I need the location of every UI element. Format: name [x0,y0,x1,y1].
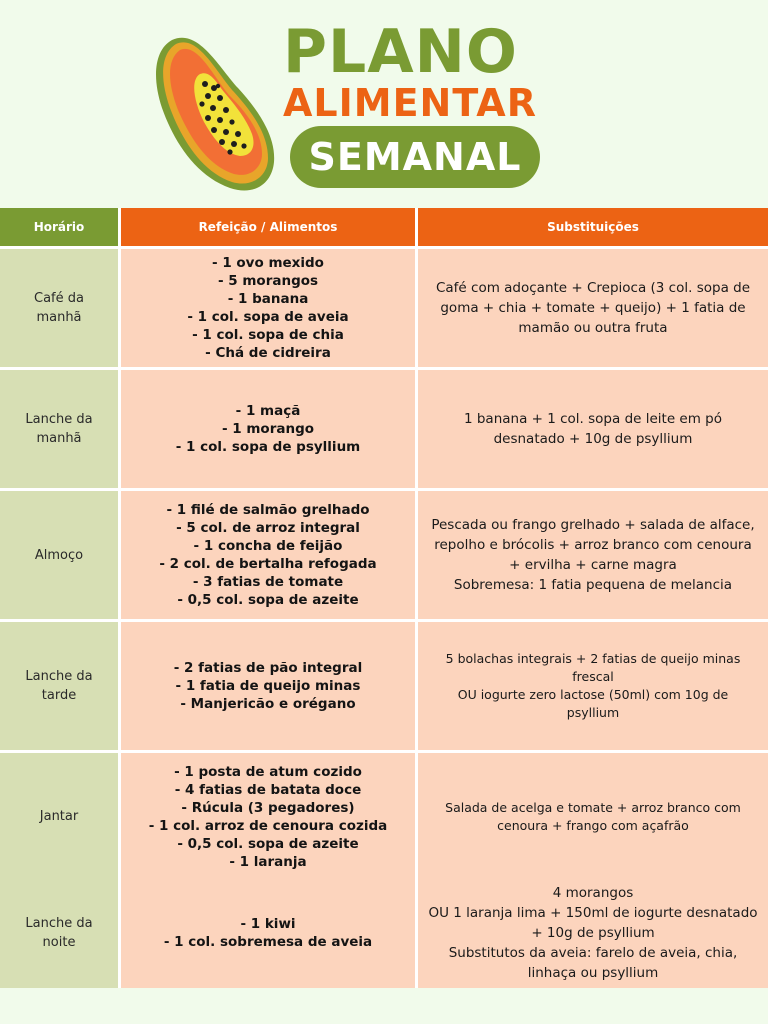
food-item: - Rúcula (3 pegadores) [181,799,355,816]
title-semanal-badge [290,126,540,188]
substitutions-cell [418,877,768,988]
foods-cell-content [164,915,372,951]
food-item: - 1 laranja [229,853,307,870]
foods-cell-content [187,254,348,362]
substitution-line: goma + chia + tomate + queijo) + 1 fatia de [440,300,746,316]
title-plano: PLANO [283,17,518,87]
food-item: - 3 fatias de tomate [192,574,344,590]
substitution-line: desnatado + 10g de psyllium [493,431,693,447]
substitution-line: Substitutos da aveia: farelo de aveia, chia, [448,944,738,961]
food-item: - 2 col. de bertalha refogada [159,556,377,572]
time-label: Lanche da [25,412,93,427]
time-cell-content [35,546,83,565]
substitutions-cell-content [464,409,722,449]
food-item: - 1 kiwi [240,915,296,932]
substitutions-cell-content [446,650,741,722]
food-item: - 4 fatias de batata doce [174,781,362,798]
foods-cell-content [159,501,376,609]
foods-cell [121,877,415,988]
food-item: - 1 ovo mexido [212,255,324,271]
header [0,0,768,208]
header-refeicao: Refeição / Alimentos [121,208,415,246]
foods-cell [121,753,415,880]
time-cell [0,249,118,367]
substitutions-cell-content [428,883,757,983]
time-label: Café da [34,291,84,306]
food-item: - 1 banana [227,291,309,307]
time-label: noite [42,934,76,950]
food-item: - 1 col. sopa de aveia [187,309,349,325]
substitution-line: Café com adoçante + Crepioca (3 col. sopa de [435,280,751,296]
substitutions-cell [418,753,768,880]
substitution-line: OU iogurte zero lactose (50ml) com 10g de [457,687,729,702]
foods-cell [121,370,415,488]
food-item: - 1 maçã [235,403,301,419]
foods-cell-content [176,402,361,456]
substitutions-cell [418,491,768,619]
time-label: Lanche da [25,669,93,684]
time-cell-content [25,410,92,448]
time-label: manhã [36,431,82,446]
substitutions-cell [418,622,768,750]
substitution-line: + 10g de psyllium [531,924,655,941]
time-label: Almoço [34,547,84,563]
time-cell [0,370,118,488]
substitution-line: repolho e brócolis + arroz branco com cenoura [434,537,752,553]
substitution-line: mamão ou outra fruta [518,320,668,336]
food-item: - 1 col. arroz de cenoura cozida [148,817,388,834]
papaya-icon [150,26,280,196]
food-item: - Manjericão e orégano [180,696,356,712]
time-cell-content [25,667,92,705]
food-item: - 1 morango [221,421,315,437]
food-item: - 5 morangos [217,273,319,289]
header-substituicoes: Substituições [418,208,768,246]
substitution-line: 4 morangos [552,884,634,901]
time-label: Jantar [39,809,79,824]
food-item: - 5 col. de arroz integral [176,520,360,536]
food-item: - 1 col. sobremesa de aveia [163,933,373,950]
foods-cell [121,622,415,750]
substitution-line: + ervilha + carne magra [509,557,677,573]
substitution-line: OU 1 laranja lima + 150ml de iogurte desnatado [428,904,758,921]
substitutions-cell-content [445,799,741,835]
substitution-line: cenoura + frango com açafrão [497,817,689,833]
substitution-line: frescal [572,669,614,684]
substitutions-cell [418,370,768,488]
time-label: Lanche da [25,915,93,931]
substitution-line: Pescada ou frango grelhado + salada de alface, [431,517,755,533]
substitution-line: Sobremesa: 1 fatia pequena de melancia [453,577,733,593]
foods-cell [121,249,415,367]
foods-cell [121,491,415,619]
title-semanal: SEMANAL [308,135,522,179]
substitutions-cell-content [436,278,750,338]
time-cell [0,491,118,619]
substitution-line: linhaça ou psyllium [527,964,659,981]
time-label: manhã [36,310,82,325]
food-item: - 1 filé de salmão grelhado [166,502,370,518]
food-item: - 1 col. sopa de psyllium [175,439,361,455]
time-label: tarde [41,688,77,703]
substitution-line: 1 banana + 1 col. sopa de leite em pó [463,411,723,427]
time-cell [0,622,118,750]
food-item: - 1 fatia de queijo minas [175,678,361,694]
time-cell-content [40,807,78,826]
food-item: - Chá de cidreira [205,345,331,361]
time-cell-content [25,914,92,952]
foods-cell-content [174,659,362,713]
food-item: - 2 fatias de pão integral [173,660,363,676]
substitution-line: Salada de acelga e tomate + arroz branco com [445,799,741,815]
food-item: - 0,5 col. sopa de azeite [177,835,359,852]
substitution-line: psyllium [566,705,620,720]
time-cell-content [34,289,84,327]
food-item: - 1 posta de atum cozido [174,763,362,780]
time-cell [0,753,118,880]
food-item: - 1 col. sopa de chia [192,327,344,343]
substitutions-cell [418,249,768,367]
meal-plan-table [0,208,768,988]
food-item: - 0,5 col. sopa de azeite [177,592,359,608]
header-horario: Horário [0,208,118,246]
substitution-line: 5 bolachas integrais + 2 fatias de queijo minas [445,651,741,666]
title-alimentar: ALIMENTAR [283,81,537,125]
food-item: - 1 concha de feijão [193,538,343,554]
substitutions-cell-content [431,515,754,595]
foods-cell-content [149,763,388,871]
time-cell [0,877,118,988]
